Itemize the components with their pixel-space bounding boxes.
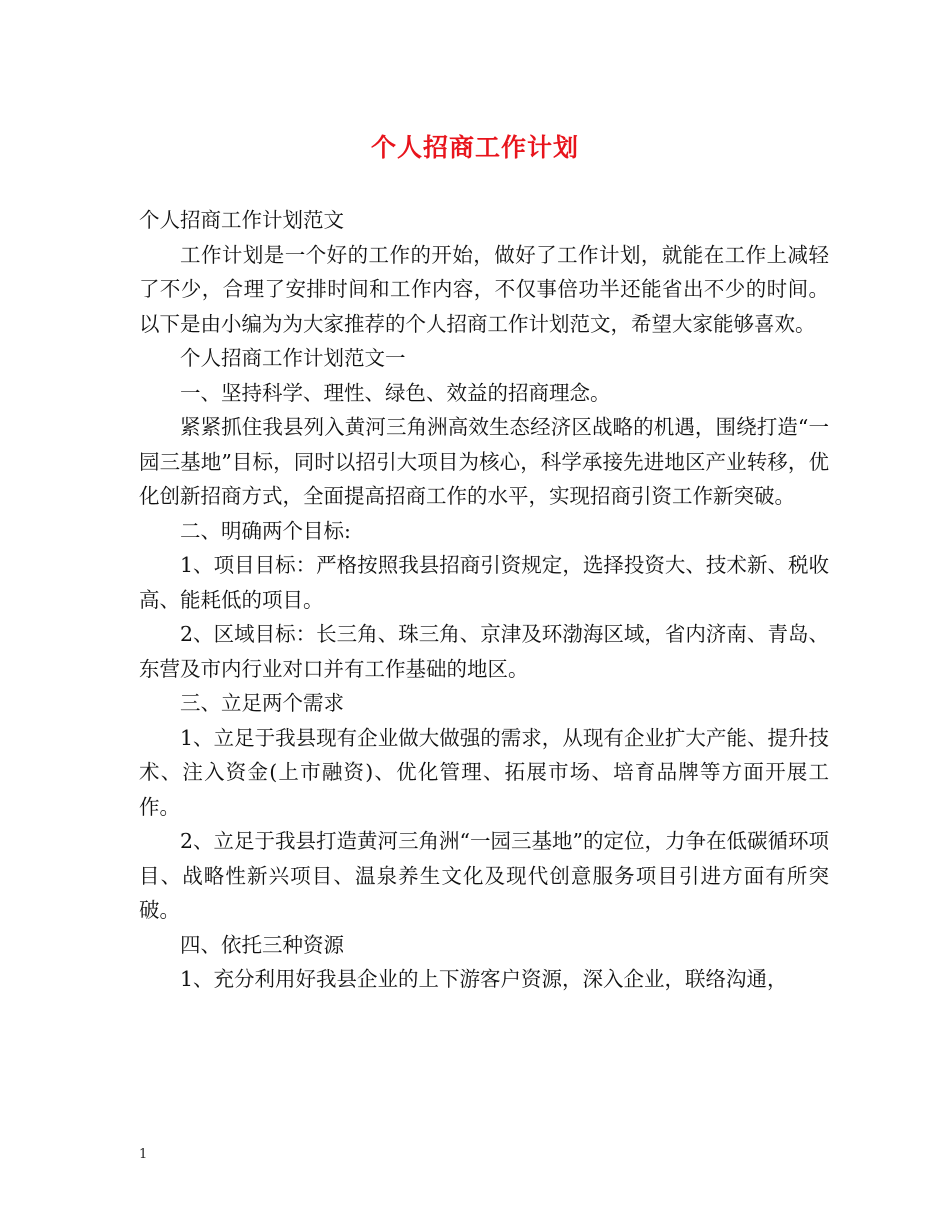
paragraph-text: 1、立足于我县现有企业做大做强的需求，从现有企业扩大产能、提升技术、注入资金(上市融资)、优化管理、拓展市场、培育品牌等方面开展工作。 — [139, 725, 829, 819]
paragraph-text: 紧紧抓住我县列入黄河三角洲高效生态经济区战略的机遇，围绕打造“一园三基地”目标，同时以招引大项目为核心，科学承接先进地区产业转移，优化创新招商方式，全面提高招商工作的水平，实现招商引资工作新突破。 — [139, 415, 829, 508]
paragraph-heading-3: 三、立足两个需求 — [180, 691, 344, 715]
paragraph-text: 2、立足于我县打造黄河三角洲“一园三基地”的定位，力争在低碳循环项目、战略性新兴项目、温泉养生文化及现代创意服务项目引进方面有所突破。 — [139, 829, 830, 922]
paragraph-text: 1、项目目标：严格按照我县招商引资规定，选择投资大、技术新、税收高、能耗低的项目。 — [139, 553, 829, 612]
paragraph-heading-4: 四、依托三种资源 — [180, 932, 344, 957]
paragraph-text: 1、充分利用好我县企业的上下游客户资源，深入企业，联络沟通， — [180, 967, 788, 991]
paragraph-section-heading: 个人招商工作计划范文一 — [180, 346, 406, 370]
paragraph-heading-2: 二、明确两个目标: — [180, 518, 351, 543]
page-number: 1 — [139, 1147, 148, 1162]
paragraph-subtitle: 个人招商工作计划范文 — [139, 208, 344, 232]
paragraph-text: 2、区域目标：长三角、珠三角、京津及环渤海区域，省内济南、青岛、东营及市内行业对口并有工作基础的地区。 — [139, 622, 829, 681]
document-title: 个人招商工作计划 — [370, 133, 579, 162]
document-body — [139, 203, 829, 997]
paragraph-intro: 工作计划是一个好的工作的开始，做好了工作计划，就能在工作上减轻了不少，合理了安排时间和工作内容，不仅事倍功半还能省出不少的时间。以下是由小编为为大家推荐的个人招商工作计划范文，希望大家能够喜欢。 — [139, 242, 829, 336]
paragraph-heading-1: 一、坚持科学、理性、绿色、效益的招商理念。 — [180, 380, 611, 405]
